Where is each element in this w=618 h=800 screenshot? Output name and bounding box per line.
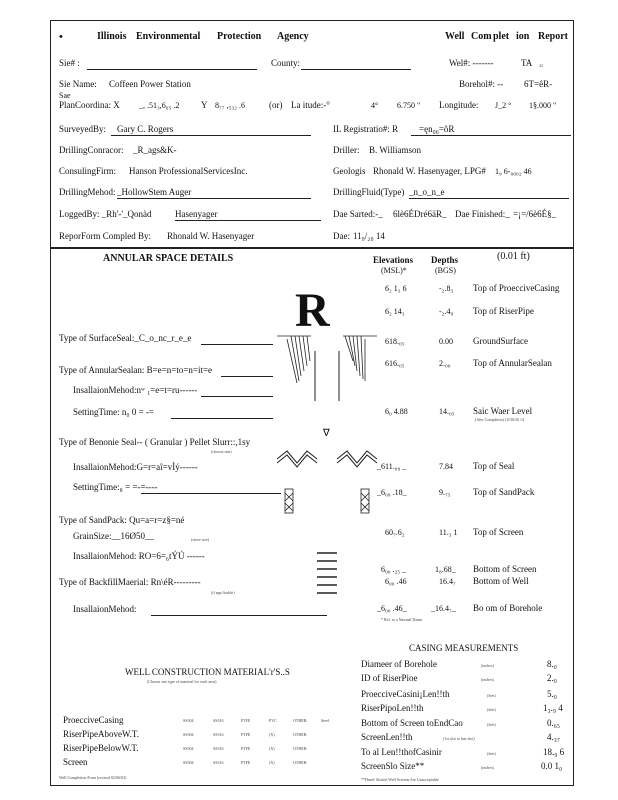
annular-row-label: Top of AnnularSealan [473, 358, 552, 368]
elevations-header: Elevations [373, 255, 414, 265]
well-completion-form [50, 20, 574, 786]
material-option[interactable]: SS316 [213, 760, 224, 765]
date-started-value[interactable]: 6lè6ÉDré6äR_ [393, 209, 447, 219]
site-number-label: Sie# : [59, 58, 80, 68]
install-method-2[interactable]: InsallaionMehod:G=r=aî=vÌý------ [73, 462, 198, 472]
backfill-label[interactable]: Type of BackfillMaerial: Rn\éR--------- [59, 577, 201, 587]
material-option[interactable]: (X) [269, 732, 275, 737]
report-word: Report [538, 31, 568, 42]
depth-value[interactable]: 0.00 [439, 337, 453, 346]
drilling-method-label: DrillingMehod: [59, 187, 116, 197]
date-finished-label: Dae Finished:_ [455, 209, 510, 219]
report-completed-label: ReporForm Compled By: [59, 231, 151, 241]
drilling-contractor-label: DrillingConracor: [59, 145, 124, 155]
depth-value[interactable]: 11.₃ 1 [439, 528, 458, 537]
material-option[interactable]: PTFE [241, 760, 251, 765]
casing-row-value[interactable]: 0.0 1₀ [541, 761, 563, 771]
date-value[interactable]: 11₉/₂₀ 14 [353, 231, 385, 241]
casing-row-unit: (feet) [487, 707, 496, 712]
material-option[interactable]: PTFE [241, 718, 251, 723]
report-word: plet [493, 31, 510, 42]
drilling-fluid-value[interactable]: _n_o_n_e [409, 187, 445, 197]
material-option[interactable]: SS316 [213, 718, 224, 723]
consulting-firm-label: ConsulingFirm: [59, 166, 117, 176]
logged-by-line [175, 219, 321, 221]
casing-row-label: ScreenLen!!th [361, 732, 413, 742]
surveyed-by-label: SurveyedBy: [59, 124, 106, 134]
setting-time-1-line [171, 417, 273, 419]
material-option[interactable]: SS304 [183, 732, 194, 737]
bentonite-note: (choose one) [211, 449, 232, 454]
date-label: Dae: [333, 231, 350, 241]
surface-seal-line [201, 343, 273, 345]
drilling-method-value[interactable]: _HollowStem Auger [117, 187, 192, 197]
well-diagram-mark: R [295, 284, 330, 337]
annular-row-label: Top of ProecciveCasing [473, 283, 560, 293]
grain-size-label[interactable]: GrainSize:__16Ø50__ [73, 531, 154, 541]
depth-value[interactable]: 2.₀₀ [439, 359, 451, 368]
annular-row-label: Bottom of Well [473, 576, 529, 586]
logged-by-label: LoggedBy: _Rh'-'_Qonàd [59, 209, 152, 219]
report-word: Com [471, 31, 492, 42]
surveyed-by-value[interactable]: Gary C. Rogers [117, 124, 174, 134]
logged-by-value[interactable]: Hasenyager [175, 209, 218, 219]
elevation-value[interactable]: 6₂ 1₃ 6 [385, 284, 407, 293]
depths-header: Depths [431, 255, 459, 265]
material-option[interactable]: OTHER: [293, 718, 308, 723]
construction-subtitle: (Choose one type of material for each area) [147, 679, 217, 684]
report-word: ion [516, 31, 530, 42]
well-number-value[interactable]: TA [521, 58, 533, 68]
county-field[interactable] [301, 68, 411, 70]
material-option[interactable]: (X) [269, 760, 275, 765]
svg-text:∇: ∇ [323, 428, 330, 439]
install-method-1[interactable]: InsallaionMehod:nʷ ₁=e=t=ru------ [73, 385, 198, 395]
construction-title: WELL CONSTRUCTION MATERIAL'r'S..S [125, 667, 290, 677]
install-method-4-line [151, 614, 327, 616]
drilling-fluid-line [409, 197, 569, 199]
elevation-value[interactable]: 6₀₀ .46 [385, 577, 407, 586]
elevations-sub: (MSL)* [381, 266, 407, 275]
report-word: Well [445, 31, 465, 42]
elevation-value[interactable]: 60₇.6₂ [385, 528, 405, 537]
casing-row-label: To al Len!!thofCasinir [361, 747, 442, 757]
install-method-3[interactable]: InsallaionMehod: RO=6=₆tÝÚ ------ [73, 551, 205, 561]
plane-x-value[interactable]: _, .51₃,6₀₅ .2 [139, 101, 180, 110]
elevation-value[interactable]: 6₀ 4.88 [385, 407, 408, 416]
depth-value[interactable]: -₂.4₉ [439, 307, 454, 316]
material-option[interactable]: PVC [269, 718, 277, 723]
casing-row-unit: (feet) [487, 693, 496, 698]
setting-time-1[interactable]: SettingTime: n₀ 0 = -= [73, 407, 154, 417]
casing-row-unit: (inches) [481, 677, 494, 682]
casing-title: CASING MEASUREMENTS [409, 643, 519, 653]
grain-size-note: (sieve size) [191, 537, 210, 542]
annular-title: ANNULAR SPACE DETAILS [103, 253, 234, 264]
surveyed-by-line [111, 134, 311, 136]
il-registration-value[interactable]: =ęn₀₆=ôR [419, 124, 455, 134]
elevation-value[interactable]: 616.₀₅ [385, 359, 405, 368]
material-option[interactable]: Steel [321, 718, 329, 723]
material-option[interactable]: SS304 [183, 760, 194, 765]
elevation-value[interactable]: _6₀₀ .46_ [377, 604, 407, 613]
drilling-fluid-label: DrillingFluid(Type) [333, 187, 405, 197]
longitude-value[interactable]: J_2 ° [495, 101, 512, 110]
annular-row-label: Saic Waer Level [473, 406, 533, 416]
depth-value[interactable]: 14.₀₅ [439, 407, 455, 416]
casing-row-label: Diameer of Borehole [361, 659, 437, 669]
header-dot: • [59, 31, 63, 43]
borehole-label: Borehol#: -- [459, 79, 504, 89]
static-water-note: (Afer Compleion) 10/30/20 14 [475, 417, 524, 422]
casing-row-value[interactable]: 0.₆₅ [547, 718, 561, 728]
section-divider [51, 247, 573, 249]
drilling-contractor-value[interactable]: _R_ags&K- [133, 145, 177, 155]
setting-time-2-line [141, 492, 281, 494]
annular-row-label: Top of Screen [473, 527, 524, 537]
date-finished-value[interactable]: =¡=/6è6É§_ [513, 209, 557, 219]
material-row-label: RiserPipeAboveW.T. [63, 729, 139, 739]
well-number-sub: 32 [539, 63, 543, 68]
annular-sealant-line [221, 375, 273, 377]
well-diagram [277, 321, 377, 621]
annular-row-label: Bottom of Screen [473, 564, 537, 574]
unit-label: (0.01 ft) [497, 251, 530, 262]
latitude-value[interactable]: 4° [371, 101, 379, 110]
material-row-label: Screen [63, 757, 88, 767]
casing-row-value[interactable]: 2.₀ [547, 673, 557, 683]
install-method-1-line [201, 395, 273, 397]
agency-word: Agency [277, 31, 309, 42]
casing-row-label: ProecciveCasini¡Len!!th [361, 689, 450, 699]
drilling-method-line [117, 197, 311, 199]
il-registration-label: IL Registratio#: R [333, 124, 399, 134]
borehole-value[interactable]: 6T=êR- [524, 79, 553, 89]
geologist-number[interactable]: 1₉ 6-₀₀₀₂ 46 [495, 167, 532, 176]
annular-row-label: Top of Seal [473, 461, 515, 471]
annular-sealant-label[interactable]: Type of AnnularSealan: B=e=n=to=n=it=e [59, 365, 213, 375]
backfill-note: (if app licable) [211, 590, 235, 595]
driller-value[interactable]: B. Williamson [369, 145, 421, 155]
casing-row-unit: (inches) [481, 765, 494, 770]
material-option[interactable]: SS316 [213, 732, 224, 737]
driller-label: Driller: [333, 145, 360, 155]
agency-word: Environmental [136, 31, 201, 42]
well-number-label: Wel#: ------- [449, 58, 494, 68]
longitude-label: Longitude: [439, 100, 479, 110]
annular-row-label: GroundSurface [473, 336, 528, 346]
report-completed-value[interactable]: Rhonald W. Hasenyager [167, 231, 255, 241]
depth-value[interactable]: -₂.8₃ [439, 284, 454, 293]
casing-row-unit: (1st slot to last slot) [443, 736, 475, 741]
elevation-value[interactable]: _6₀₉ .18_ [377, 488, 407, 497]
casing-row-unit: (feet) [487, 722, 496, 727]
bentonite-seal-label[interactable]: Type of Benonie Seal-- ( Granular ) Pellet Slurr::,1sy [59, 437, 251, 447]
il-registration-line [411, 134, 571, 136]
date-started-label: Dae Sarted:-_ [333, 209, 383, 219]
agency-word: Protection [217, 31, 262, 42]
casing-row-value[interactable]: 1₃.₉ 4 [543, 703, 563, 713]
casing-row-value[interactable]: 4.₃₇ [547, 732, 561, 742]
depth-value[interactable]: 16.4₇ [439, 577, 456, 586]
state-label: Sae [59, 91, 71, 100]
depth-value[interactable]: 1₈.68_ [435, 565, 456, 574]
agency-word: Illinois [97, 31, 127, 42]
elevation-value[interactable]: 6₀₀ .₂₅ _ [381, 565, 407, 574]
latitude-seconds[interactable]: 6.750 " [397, 101, 421, 110]
material-option[interactable]: (X) [269, 746, 275, 751]
or-label: (or) [269, 100, 283, 110]
depth-value[interactable]: 7.84 [439, 462, 453, 471]
material-row-label: RiserPipeBelowW.T. [63, 743, 139, 753]
material-option[interactable]: PTFE [241, 732, 251, 737]
material-option[interactable]: SS316 [213, 746, 224, 751]
material-option[interactable]: OTHER: [293, 746, 308, 751]
county-label: County: [271, 58, 301, 68]
annular-row-label: Top of RiserPipe [473, 306, 534, 316]
depth-value[interactable]: _16.4₇_ [431, 604, 456, 613]
site-number-field[interactable] [87, 68, 257, 70]
site-name-label: Sie Name: [59, 79, 97, 89]
casing-row-unit: (feet) [487, 751, 496, 756]
material-option[interactable]: OTHER: [293, 760, 308, 765]
casing-row-value[interactable]: 8.₀ [547, 659, 557, 669]
annular-row-label: Bo om of Borehole [473, 603, 543, 613]
material-option[interactable]: OTHER: [293, 732, 308, 737]
casing-row-label: Bottom of Screen toEndCao [361, 718, 463, 728]
depth-value[interactable]: 9.₇₅ [439, 488, 451, 497]
plane-y-label: Y [201, 100, 208, 110]
form-revision-note: Well Completion Form (revised 02/06/02) [59, 775, 127, 780]
elevation-value[interactable]: _611.₀₉ _ [377, 462, 407, 471]
plane-y-value[interactable]: 8₇₇ ,₅₃₂ .6 [215, 101, 245, 110]
material-option[interactable]: SS304 [183, 746, 194, 751]
elevation-value[interactable]: 6₂ 14₃ [385, 307, 405, 316]
site-name-value[interactable]: Coffeen Power Station [109, 79, 191, 89]
elevation-note: * Ref. to a Naional Daum [381, 617, 423, 622]
surface-seal-label[interactable]: Type of SurfaceSeal:_C_o_nc_r_e_e [59, 333, 192, 343]
casing-row-label: ID of RiserPioe [361, 673, 418, 683]
elevation-value[interactable]: 618.₀₅ [385, 337, 405, 346]
sand-pack-label[interactable]: Type of SandPack: Qu=a=r=z§=né [59, 515, 185, 525]
casing-row-label: RiserPipoLen!!th [361, 703, 424, 713]
casing-row-unit: (inches) [481, 663, 494, 668]
casing-row-value[interactable]: 5.₀ [547, 689, 557, 699]
geologist-label: Geologis [333, 166, 366, 176]
plane-coordinate-label: PlanCoordina: X [59, 100, 120, 110]
annular-row-label: Top of SandPack [473, 487, 535, 497]
material-row-label: ProecciveCasing [63, 715, 124, 725]
longitude-seconds[interactable]: 1§.000 " [529, 101, 557, 110]
install-method-4[interactable]: InsallaionMehod: [73, 604, 137, 614]
casing-row-label: ScreenSlo Size** [361, 761, 425, 771]
setting-time-2[interactable]: SettingTime:₈ = =-=---- [73, 482, 158, 492]
consulting-firm-value[interactable]: Hanson ProfessionalServicesInc. [129, 166, 248, 176]
casing-row-value[interactable]: 18.₉ 6 [543, 747, 565, 757]
latitude-label: La itude:-° [291, 100, 330, 110]
depths-sub: (BGS) [435, 266, 456, 275]
casing-footnote: **Hand- Slotted Well Screens Are Unacceptable [361, 777, 439, 782]
geologist-value[interactable]: Rhonald W. Hasenyager, LPG# [373, 166, 486, 176]
material-option[interactable]: PTFE [241, 746, 251, 751]
material-option[interactable]: SS304 [183, 718, 194, 723]
